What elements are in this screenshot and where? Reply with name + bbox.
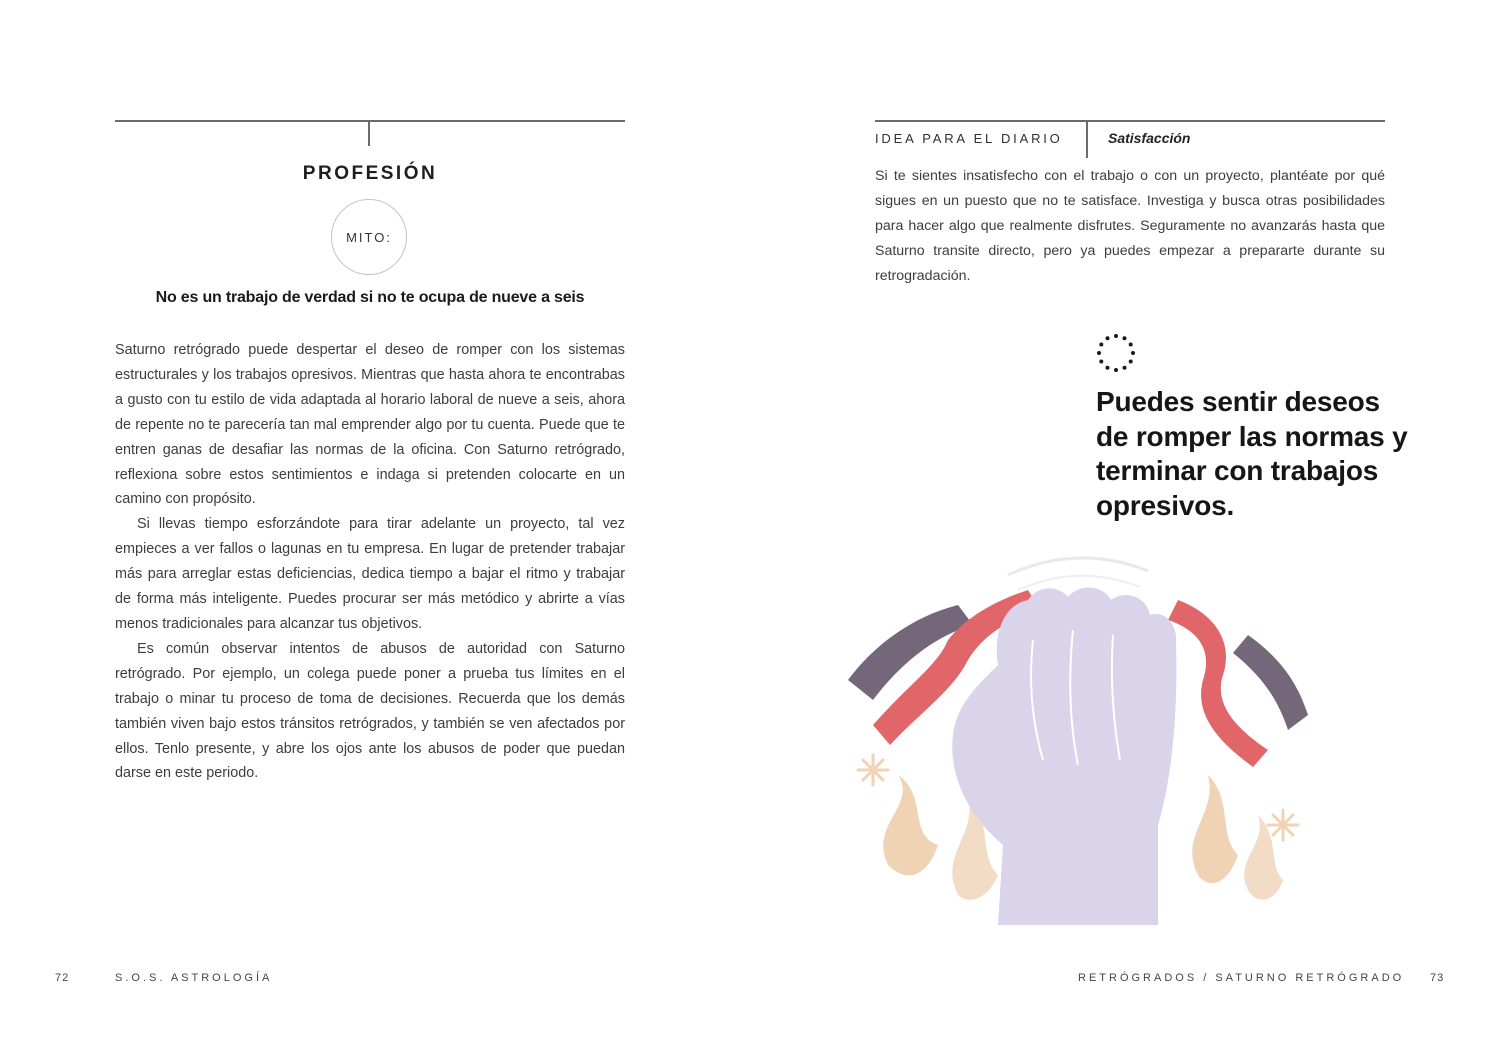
- myth-statement: No es un trabajo de verdad si no te ocupa de nueve a seis: [155, 289, 585, 306]
- running-head-left: S.O.S. ASTROLOGÍA: [115, 972, 273, 984]
- myth-label: MITO:: [346, 229, 392, 245]
- running-head-right: RETRÓGRADOS / SATURNO RETRÓGRADO: [1078, 972, 1405, 984]
- journal-paragraph: Si te sientes insatisfecho con el trabajo o con un proyecto, plantéate por qué sigues en un puesto que no te satisface. Investiga y busca otras posibilidades para hacer algo que realmente disfrutes. Seguramente no avanzarás hasta que Saturno transite directo, pero ya puedes empezar a prepararte durante su retrogradación.: [875, 168, 1385, 284]
- paragraph: Saturno retrógrado puede despertar el deseo de romper con los sistemas estructurales y los trabajos opresivos. Mientras que hasta ahora te encontrabas a gusto con tu estilo de vida adaptada al horario laboral de nueve a seis, ahora de repente no te parecería tan mal emprender algo por tu cuenta. Puede que te entren ganas de desafiar las normas de la oficina. Con Saturno retrógrado, reflexiona sobre estos sentimientos e indaga si pretenden colocarte en un camino con propósito.: [115, 342, 625, 508]
- paragraph: Si llevas tiempo esforzándote para tirar adelante un proyecto, tal vez empieces a ver fallos o lagunas en tu empresa. En lugar de pretender trabajar más para arreglar estas deficiencias, dedica tiempo a bajar el ritmo y trabajar de forma más inteligente. Puedes procurar ser más metódico y abrirte a vías menos tradicionales para alcanzar tus objetivos.: [115, 516, 625, 632]
- top-rule: [115, 120, 625, 122]
- journal-rule: [875, 120, 1385, 122]
- pull-quote: Puedes sentir deseos de romper las normas y terminar con trabajos opresivos.: [1096, 386, 1408, 521]
- myth-badge: [331, 199, 407, 275]
- journal-text: [875, 164, 1385, 289]
- page-number-left: 72: [55, 972, 70, 984]
- journal-divider: [1086, 122, 1088, 158]
- raised-fist-illustration: [828, 545, 1328, 925]
- dotted-circle-icon: [1093, 330, 1139, 376]
- rule-tick: [368, 120, 370, 146]
- journal-label: IDEA PARA EL DIARIO: [875, 131, 1063, 146]
- page-number-right: 73: [1430, 972, 1445, 984]
- paragraph: Es común observar intentos de abusos de autoridad con Saturno retrógrado. Por ejemplo, un colega puede poner a prueba tus límites en el trabajo o minar tu proceso de toma de decisiones. Recuerda que los demás también viven bajo estos tránsitos retrógrados, y también se ven afectados por ellos. Tenlo presente, y abre los ojos ante los abusos de poder que puedan darse en este periodo.: [115, 640, 625, 782]
- section-title: PROFESIÓN: [302, 163, 438, 184]
- journal-title: Satisfacción: [1108, 130, 1191, 146]
- right-page: [750, 0, 1500, 1038]
- body-text: [115, 338, 625, 786]
